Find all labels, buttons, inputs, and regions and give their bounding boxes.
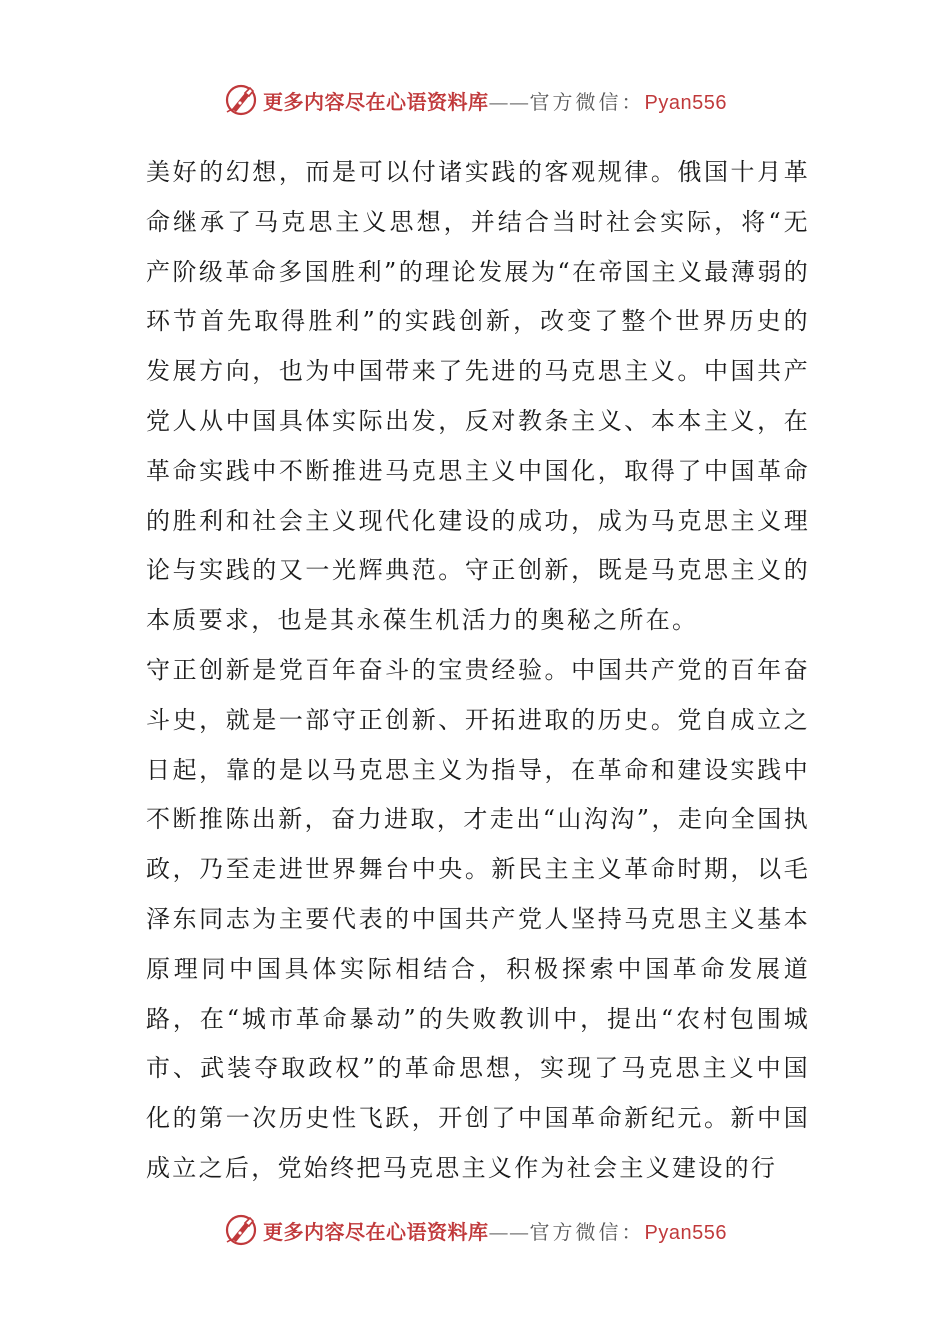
header-wechat-label: 官方微信： (529, 89, 645, 114)
pen-nib-circle-icon (223, 1212, 259, 1248)
header-text (263, 86, 727, 115)
paragraph-2: 守正创新是党百年奋斗的宝贵经验。中国共产党的百年奋斗史，就是一部守正创新、开拓进取的历史。党自成立之日起，靠的是以马克思主义为指导，在革命和建设实践中不断推陈出新，奋力进取，才走出“山沟沟”，走向全国执政，乃至走进世界舞台中央。新民主主义革命时期，以毛泽东同志为主要代表的中国共产党人坚持马克思主义基本原理同中国具体实际相结合，积极探索中国革命发展道路，在“城市革命暴动”的失败教训中，提出“农村包围城市、武装夺取政权”的革命思想，实现了马克思主义中国化的第一次历史性飞跃，开创了中国革命新纪元。新中国成立之后，党始终把马克思主义作为社会主义建设的行 (146, 655, 810, 1182)
header-banner-inner (223, 82, 727, 118)
footer-dash: —— (488, 1219, 530, 1244)
footer-wechat-id: Pyan556 (644, 1221, 727, 1244)
footer-banner (0, 1208, 950, 1252)
footer-banner-inner (223, 1212, 727, 1248)
footer-text (263, 1216, 727, 1245)
header-brand: 更多内容尽在心语资料库 (263, 89, 489, 114)
header-wechat-id: Pyan556 (644, 91, 727, 114)
footer-wechat-label: 官方微信： (529, 1219, 645, 1244)
header-dash: —— (488, 89, 530, 114)
paragraph-1: 美好的幻想，而是可以付诸实践的客观规律。俄国十月革命继承了马克思主义思想，并结合当时社会实际，将“无产阶级革命多国胜利”的理论发展为“在帝国主义最薄弱的环节首先取得胜利”的实践创新，改变了整个世界历史的发展方向，也为中国带来了先进的马克思主义。中国共产党人从中国具体实际出发，反对教条主义、本本主义，在革命实践中不断推进马克思主义中国化，取得了中国革命的胜利和社会主义现代化建设的成功，成为马克思主义理论与实践的又一光辉典范。守正创新，既是马克思主义的本质要求，也是其永葆生机活力的奥秘之所在。 (146, 158, 810, 635)
header-banner (0, 78, 950, 122)
document-body (146, 148, 810, 1194)
footer-brand: 更多内容尽在心语资料库 (263, 1219, 489, 1244)
pen-nib-circle-icon (223, 82, 259, 118)
